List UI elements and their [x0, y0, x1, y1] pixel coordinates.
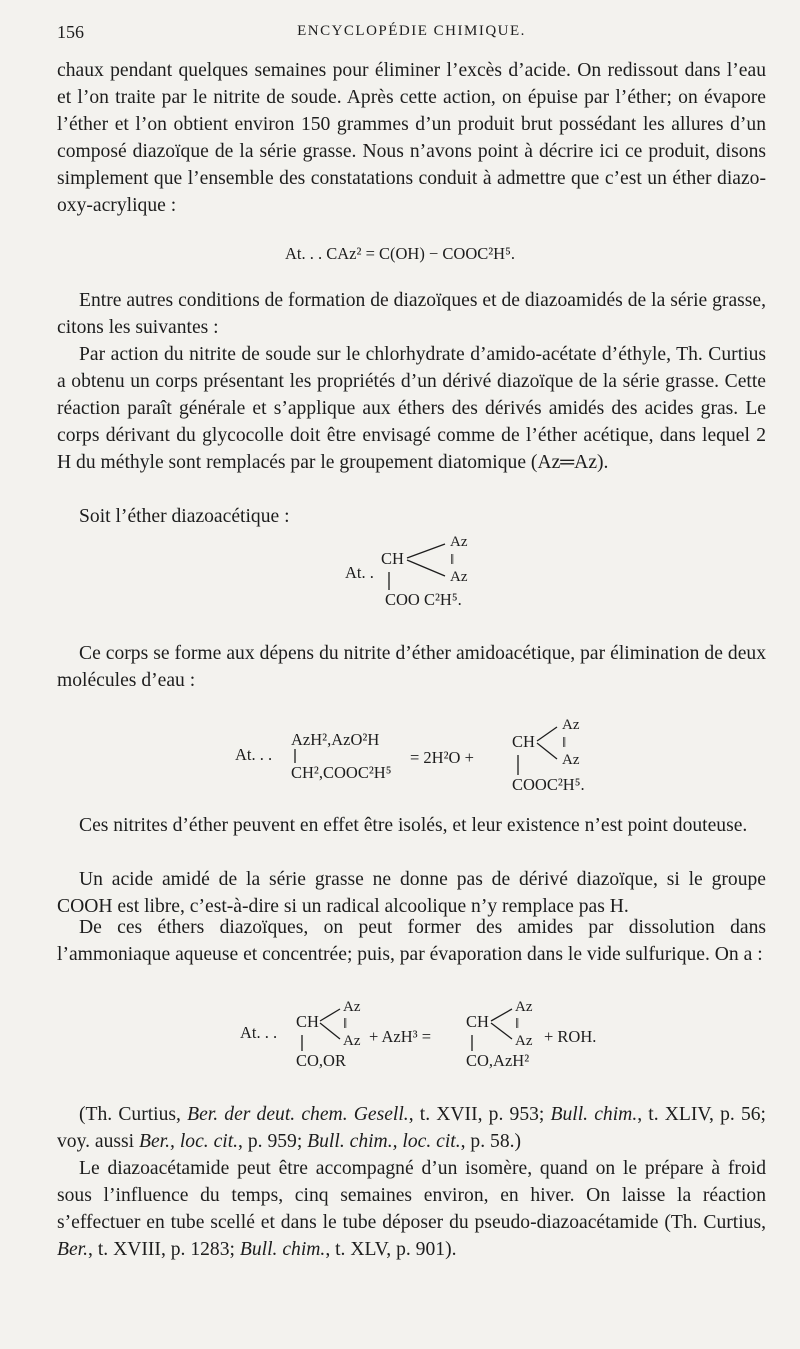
f3-ch: CH — [512, 732, 535, 751]
formula-nitrite-amidoacetique — [235, 715, 615, 800]
f3-top: AzH²,AzO²H — [291, 730, 380, 749]
f3-az-bottom: Az — [562, 752, 580, 768]
running-title: ENCYCLOPÉDIE CHIMIQUE. — [297, 23, 526, 39]
f4-bond-lines — [240, 997, 610, 1077]
f4-az1-bottom: Az — [343, 1033, 361, 1049]
f4-plus-roh: + ROH. — [544, 1027, 597, 1046]
page-header — [57, 22, 766, 48]
f2-az-top: Az — [450, 534, 468, 550]
formula-diazoacetate — [345, 532, 505, 612]
f2-coo: COO C²H⁵. — [385, 590, 462, 609]
f3-bottom: CH²,COOC²H⁵ — [291, 763, 392, 782]
f3-middle: = 2H²O + — [410, 748, 474, 767]
f4-plus-ammonia: + AzH³ = — [369, 1027, 432, 1046]
paragraph-10: Le diazoacétamide peut être accompagné d’un isomère, quand on le prépare à froid sous l’influence du temps, cinq semaines environ, en hiver. On laisse la réaction s’effectuer en tube scellé et dans le tube déposer du pseudo-diazoacétamide (Th. Curtius, Ber., t. XVIII, p. 1283; Bull. chim., t. XLV, p. 901). — [57, 1158, 766, 1260]
f4-double-bond-2: ‖ — [515, 1016, 520, 1032]
paragraph-5: Ce corps se forme aux dépens du nitrite d’éther amidoacétique, par élimination de deux molécules d’eau : — [57, 643, 766, 691]
reference-paragraph: (Th. Curtius, Ber. der deut. chem. Gesell., t. XVII, p. 953; Bull. chim., t. XLIV, p. 56; voy. aussi Ber., loc. cit., p. 959; Bull. chim., loc. cit., p. 58.) — [57, 1104, 766, 1152]
f4-ch1: CH — [296, 1012, 319, 1031]
f4-co-amide: CO,AzH² — [466, 1051, 530, 1070]
f4-az2-bottom: Az — [515, 1033, 533, 1049]
formula-diazo-oxy-acrylique: At. . . CAz² = C(OH) − COOC²H⁵. — [285, 244, 515, 263]
f4-at: At. . . — [240, 1023, 278, 1042]
f4-double-bond-1: ‖ — [343, 1016, 348, 1032]
f3-cooc: COOC²H⁵. — [512, 775, 585, 794]
paragraph-2: Entre autres conditions de formation de diazoïques et de diazoamidés de la série grasse, citons les suivantes : — [57, 290, 766, 338]
paragraph-6: Ces nitrites d’éther peuvent en effet être isolés, et leur existence n’est point douteuse. — [79, 815, 748, 836]
paragraph-3: Par action du nitrite de soude sur le chlorhydrate d’amido-acétate d’éthyle, Th. Curtius a obtenu un corps présentant les propriétés d’un dérivé diazoïque de la série grasse. Cette réaction paraît générale et s’applique aux éthers des dérivés amidés des acides gras. Le corps dérivant du glycocolle doit être envisagé comme de l’éther acétique, dans lequel 2 H du méthyle sont remplacés par le groupement diatomique (Az═Az). — [57, 344, 766, 473]
paragraph-1: chaux pendant quelques semaines pour éliminer l’excès d’acide. On redissout dans l’eau et l’on traite par le nitrite de soude. Après cette action, on épuise par l’éther; on évapore l’éther et l’on obtient environ 150 grammes d’un produit brut possédant les allures d’un composé diazoïque de la série grasse. Nous n’avons point à décrire ici ce produit, disons simplement que l’ensemble des constatations conduit à admettre que c’est un éther diazo-oxy-acrylique : — [57, 60, 766, 216]
f4-az2-top: Az — [515, 999, 533, 1015]
paragraph-7: Un acide amidé de la série grasse ne donne pas de dérivé diazoïque, si le groupe COOH est libre, c’est-à-dire si un radical alcoolique n’y remplace pas H. — [57, 869, 766, 917]
f4-az1-top: Az — [343, 999, 361, 1015]
f3-bond-lines — [235, 715, 615, 800]
f3-double-bond: ‖ — [562, 735, 567, 751]
f2-ch: CH — [381, 549, 404, 568]
f3-az-top: Az — [562, 717, 580, 733]
f2-double-bond: ‖ — [450, 552, 455, 568]
paragraph-8: De ces éthers diazoïques, on peut former des amides par dissolution dans l’ammoniaque aqueuse et concentrée; puis, par évaporation dans le vide sulfurique. On a : — [57, 917, 766, 965]
f2-at: At. . — [345, 563, 374, 582]
paragraph-4: Soit l’éther diazoacétique : — [79, 506, 290, 527]
page-number: 156 — [57, 22, 84, 42]
f3-at: At. . . — [235, 745, 273, 764]
f4-co-or: CO,OR — [296, 1051, 346, 1070]
f2-az-bottom: Az — [450, 569, 468, 585]
formula-amide-formation — [240, 997, 610, 1077]
f4-ch2: CH — [466, 1012, 489, 1031]
f2-bond-lines — [345, 532, 505, 612]
